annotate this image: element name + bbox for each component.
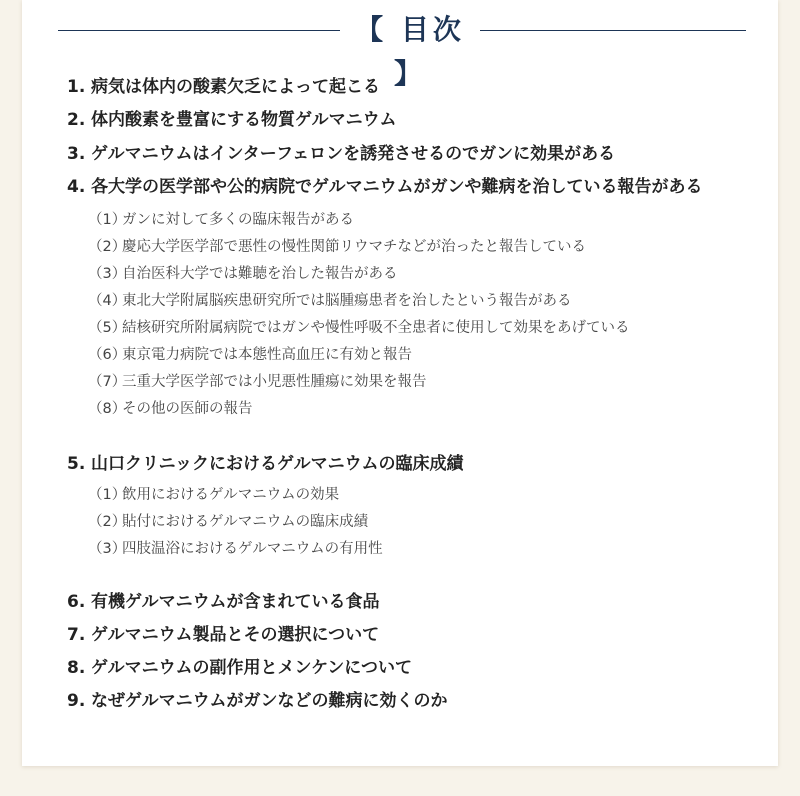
toc-subitem-number: （2） [88,514,127,530]
toc-item-5[interactable] [67,453,463,475]
toc-subitem-4-1[interactable] [88,210,354,230]
toc-subitem-number: （2） [88,239,127,255]
title-rule-right [480,30,746,31]
toc-item-text: 病気は体内の酸素欠乏によって起こる [91,77,380,97]
toc-subitem-text: 東京電力病院では本態性高血圧に有効と報告 [122,347,412,363]
toc-subitem-text: 自治医科大学では難聴を治した報告がある [122,266,398,282]
toc-subitem-number: （7） [88,374,127,390]
toc-subitem-text: 飲用におけるゲルマニウムの効果 [122,487,340,503]
toc-subitem-4-2[interactable] [88,237,586,257]
toc-subitem-4-8[interactable] [88,399,253,419]
toc-subitem-text: 四肢温浴におけるゲルマニウムの有用性 [122,541,383,557]
toc-subitem-number: （3） [88,541,127,557]
toc-subitem-number: （8） [88,401,127,417]
toc-subitem-4-4[interactable] [88,291,572,311]
toc-subitem-text: その他の医師の報告 [122,401,253,417]
toc-subitem-text: 結核研究所附属病院ではガンや慢性呼吸不全患者に使用して効果をあげている [122,320,630,336]
toc-subitem-number: （6） [88,347,127,363]
toc-item-7[interactable] [67,624,379,646]
toc-item-number: 9. [67,691,86,711]
toc-subitem-number: （3） [88,266,127,282]
toc-subitem-number: （1） [88,487,127,503]
toc-item-number: 8. [67,658,86,678]
toc-item-text: ゲルマニウム製品とその選択について [91,625,380,645]
toc-item-3[interactable] [67,143,615,165]
toc-item-number: 1. [67,77,86,97]
toc-item-number: 5. [67,454,86,474]
toc-item-6[interactable] [67,591,380,613]
toc-item-number: 7. [67,625,86,645]
page-title: 【 目次 】 [355,13,465,90]
title-rule-left [58,30,340,31]
toc-subitem-text: 慶応大学医学部で悪性の慢性関節リウマチなどが治ったと報告している [122,239,586,255]
toc-item-text: 各大学の医学部や公的病院でゲルマニウムがガンや難病を治している報告がある [91,177,703,197]
toc-subitem-4-7[interactable] [88,372,427,392]
toc-subitem-number: （4） [88,293,127,309]
toc-subitem-5-1[interactable] [88,485,339,505]
toc-item-text: なぜゲルマニウムがガンなどの難病に効くのか [91,691,448,711]
toc-item-number: 6. [67,592,86,612]
toc-card [22,0,778,766]
toc-subitem-5-2[interactable] [88,512,368,532]
toc-item-8[interactable] [67,657,412,679]
toc-item-text: ゲルマニウムはインターフェロンを誘発させるのでガンに効果がある [91,144,616,164]
toc-subitem-text: 三重大学医学部では小児悪性腫瘍に効果を報告 [122,374,427,390]
toc-item-number: 4. [67,177,86,197]
toc-item-2[interactable] [67,109,397,131]
toc-subitem-number: （1） [88,212,127,228]
toc-subitem-4-3[interactable] [88,264,398,284]
toc-subitem-text: ガンに対して多くの臨床報告がある [122,212,354,228]
toc-item-number: 2. [67,110,86,130]
toc-item-text: 山口クリニックにおけるゲルマニウムの臨床成績 [91,454,464,474]
toc-subitem-text: 貼付におけるゲルマニウムの臨床成績 [122,514,369,530]
toc-item-1[interactable] [67,76,380,98]
toc-item-4[interactable] [67,176,703,198]
toc-item-9[interactable] [67,690,448,712]
toc-item-text: 有機ゲルマニウムが含まれている食品 [91,592,380,612]
toc-subitem-5-3[interactable] [88,539,383,559]
toc-item-number: 3. [67,144,86,164]
toc-item-text: 体内酸素を豊富にする物質ゲルマニウム [91,110,397,130]
toc-subitem-4-6[interactable] [88,345,412,365]
toc-item-text: ゲルマニウムの副作用とメンケンについて [91,658,412,678]
toc-subitem-number: （5） [88,320,127,336]
toc-subitem-4-5[interactable] [88,318,630,338]
toc-subitem-text: 東北大学附属脳疾患研究所では脳腫瘍患者を治したという報告がある [122,293,572,309]
